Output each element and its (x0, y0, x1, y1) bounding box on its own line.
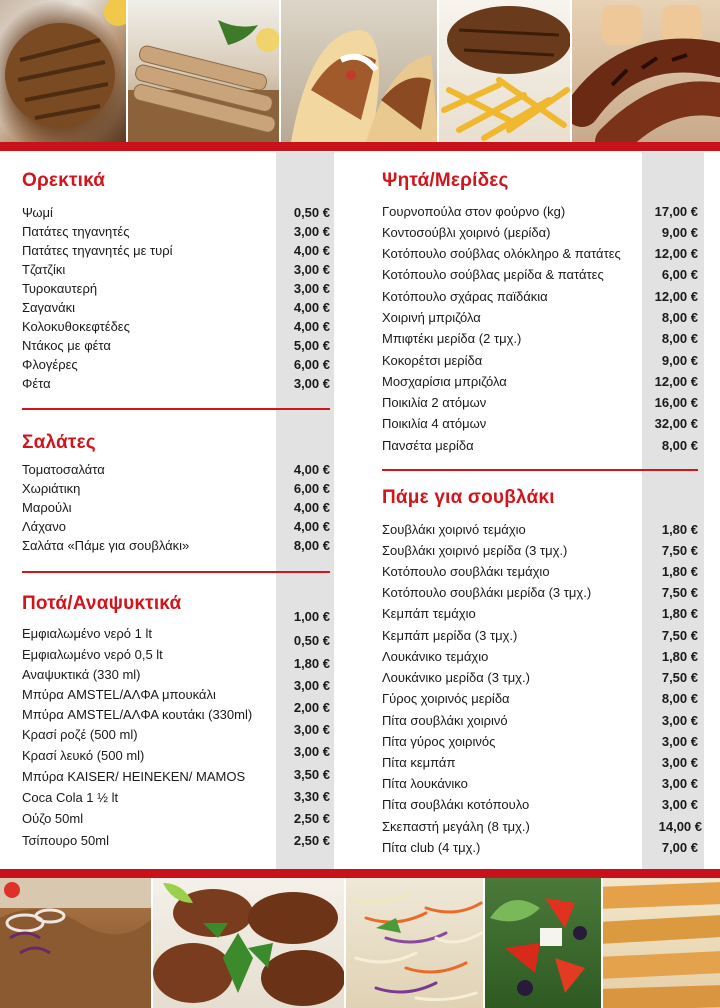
coleslaw-salad-photo (346, 878, 485, 1008)
drinks-title: Ποτά/Αναψυκτικά (22, 593, 182, 614)
section-divider (22, 408, 330, 410)
souvlaki-skewers-photo (128, 0, 281, 142)
bottom-red-band (0, 869, 720, 878)
bottom-photo-strip (0, 878, 720, 1008)
grilled-sausages-photo (572, 0, 720, 142)
gyros-pita-photo (281, 0, 439, 142)
souvlaki-title: Πάμε για σουβλάκι (382, 487, 555, 508)
greek-salad-photo (485, 878, 603, 1008)
gyros-onions-photo (0, 878, 153, 1008)
cheese-rolls-photo (603, 878, 720, 1008)
top-photo-strip (0, 0, 720, 142)
salads-title: Σαλάτες (22, 432, 96, 453)
section-divider (382, 469, 698, 471)
grilled-pork-chop-photo (0, 0, 128, 142)
top-red-band (0, 142, 720, 151)
grills-title: Ψητά/Μερίδες (382, 170, 509, 191)
section-divider (22, 571, 330, 573)
appetizers-title: Ορεκτικά (22, 170, 106, 191)
roast-meat-fries-photo (439, 0, 572, 142)
meatballs-photo (153, 878, 346, 1008)
